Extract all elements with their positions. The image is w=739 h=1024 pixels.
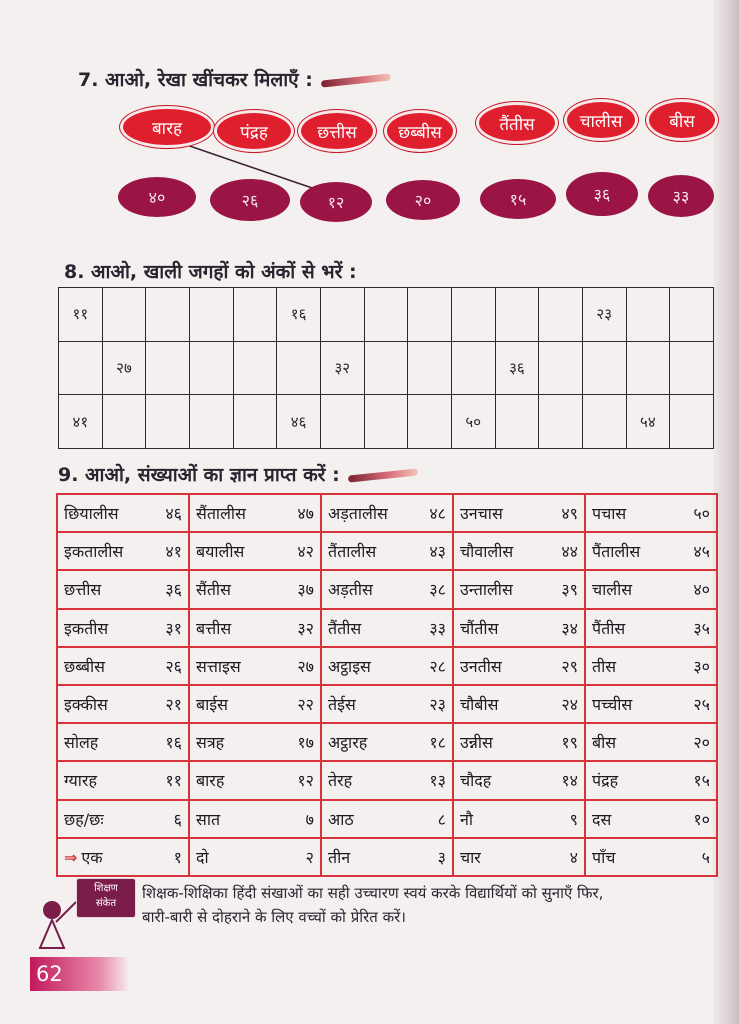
table-cell xyxy=(189,570,321,608)
number-digit: ४२ xyxy=(297,542,314,562)
number-digit: १० xyxy=(693,809,710,829)
section-7-title: 7. आओ, रेखा खींचकर मिलाएँ : xyxy=(78,66,391,92)
word-oval-6[interactable]: चालीस xyxy=(564,99,638,141)
grid-cell[interactable]: १६ xyxy=(277,288,321,342)
table-cell xyxy=(453,838,585,876)
word-oval-1[interactable]: बारह xyxy=(120,106,214,148)
table-cell xyxy=(189,685,321,723)
table-cell xyxy=(585,723,717,761)
number-word: तैंतालीस xyxy=(328,542,377,562)
number-word: बीस xyxy=(592,733,617,753)
table-cell xyxy=(585,800,717,838)
table-cell xyxy=(57,761,189,799)
table-cell xyxy=(453,723,585,761)
number-oval-1[interactable]: ४० xyxy=(118,177,196,217)
table-row xyxy=(57,494,717,532)
number-word: उनतीस xyxy=(460,656,502,676)
number-word: अड़तीस xyxy=(328,580,373,600)
grid-cell[interactable] xyxy=(408,395,452,449)
grid-cell[interactable]: ४६ xyxy=(277,395,321,449)
number-oval-3[interactable]: १२ xyxy=(300,182,372,222)
number-digit: ९ xyxy=(569,809,578,829)
grid-cell[interactable] xyxy=(364,395,408,449)
number-word: सात xyxy=(196,809,221,829)
number-word: बारह xyxy=(196,771,225,791)
number-word: सत्ताइस xyxy=(196,656,241,676)
number-digit: २७ xyxy=(297,656,314,676)
table-cell xyxy=(321,723,453,761)
grid-cell[interactable]: ४१ xyxy=(59,395,103,449)
number-oval-7[interactable]: ३३ xyxy=(648,175,714,217)
number-digit: ५ xyxy=(701,847,710,867)
grid-cell[interactable] xyxy=(670,395,714,449)
grid-cell[interactable] xyxy=(59,341,103,395)
number-digit: १८ xyxy=(429,733,446,753)
number-digit: २२ xyxy=(297,695,314,715)
number-word: उनचास xyxy=(460,504,503,524)
table-cell xyxy=(189,609,321,647)
table-cell xyxy=(321,761,453,799)
table-cell xyxy=(57,685,189,723)
number-word: चौवालीस xyxy=(460,542,514,562)
grid-cell[interactable]: ११ xyxy=(59,288,103,342)
number-digit: २६ xyxy=(165,656,182,676)
word-oval-2[interactable]: पंद्रह xyxy=(214,110,294,152)
arrow-icon: ⇒ xyxy=(64,847,78,867)
table-cell xyxy=(57,838,189,876)
table-cell xyxy=(585,647,717,685)
number-oval-5[interactable]: १५ xyxy=(480,179,556,219)
pencil-icon xyxy=(321,73,391,87)
table-cell xyxy=(189,838,321,876)
grid-cell[interactable] xyxy=(495,288,539,342)
grid-cell[interactable]: ५४ xyxy=(626,395,670,449)
number-digit: ३१ xyxy=(165,618,182,638)
number-word: आठ xyxy=(328,809,354,829)
number-word: उन्नीस xyxy=(460,733,493,753)
number-word: ग्यारह xyxy=(64,771,97,791)
grid-cell[interactable] xyxy=(539,341,583,395)
number-word: एक xyxy=(81,847,103,867)
number-digit: १५ xyxy=(693,771,710,791)
number-word: पचास xyxy=(592,504,627,524)
number-digit: ४३ xyxy=(429,542,446,562)
grid-cell[interactable] xyxy=(233,288,277,342)
number-digit: २९ xyxy=(561,656,578,676)
number-digit: १२ xyxy=(297,771,314,791)
grid-cell[interactable] xyxy=(364,341,408,395)
table-cell xyxy=(321,685,453,723)
number-oval-4[interactable]: २० xyxy=(386,180,460,220)
table-cell xyxy=(453,761,585,799)
number-word: चार xyxy=(460,847,481,867)
table-row xyxy=(57,647,717,685)
table-cell xyxy=(585,609,717,647)
table-cell xyxy=(585,761,717,799)
grid-cell[interactable] xyxy=(670,288,714,342)
table-row xyxy=(57,685,717,723)
grid-row xyxy=(59,288,714,342)
number-digit: ११ xyxy=(165,771,182,791)
number-word: तीस xyxy=(592,656,617,676)
word-oval-4[interactable]: छब्बीस xyxy=(384,110,456,152)
table-cell xyxy=(453,532,585,570)
number-word: बत्तीस xyxy=(196,618,232,638)
table-cell xyxy=(57,609,189,647)
table-cell xyxy=(321,570,453,608)
number-oval-6[interactable]: ३६ xyxy=(566,172,638,216)
grid-row xyxy=(59,395,714,449)
grid-cell[interactable] xyxy=(233,341,277,395)
number-digit: ३८ xyxy=(429,580,446,600)
number-digit: १३ xyxy=(429,771,446,791)
number-digit: ६ xyxy=(173,809,182,829)
fill-blank-grid xyxy=(58,287,714,449)
table-cell xyxy=(57,570,189,608)
table-cell xyxy=(453,570,585,608)
word-oval-3[interactable]: छत्तीस xyxy=(298,110,376,152)
number-word: बाईस xyxy=(196,695,228,715)
number-digit: १४ xyxy=(561,771,578,791)
number-digit: २१ xyxy=(165,695,182,715)
number-word: पैंतीस xyxy=(592,618,626,638)
number-word: सैंतीस xyxy=(196,580,231,600)
number-names-table xyxy=(56,493,718,877)
table-cell xyxy=(321,800,453,838)
number-word: चौदह xyxy=(460,771,492,791)
grid-cell[interactable] xyxy=(451,288,495,342)
table-cell xyxy=(189,494,321,532)
table-row xyxy=(57,723,717,761)
table-cell xyxy=(585,685,717,723)
grid-cell[interactable] xyxy=(146,288,190,342)
grid-cell[interactable]: ३६ xyxy=(495,341,539,395)
number-word: तैंतीस xyxy=(328,618,362,638)
number-word: छब्बीस xyxy=(64,656,105,676)
word-oval-5[interactable]: तैंतीस xyxy=(476,102,558,144)
number-word: चालीस xyxy=(592,580,633,600)
number-digit: ३७ xyxy=(297,580,314,600)
number-digit: २४ xyxy=(561,695,578,715)
grid-cell[interactable] xyxy=(582,341,626,395)
number-word: चौंतीस xyxy=(460,618,499,638)
number-digit: २० xyxy=(693,733,710,753)
grid-cell[interactable] xyxy=(408,341,452,395)
number-oval-2[interactable]: २६ xyxy=(210,179,290,221)
number-digit: १६ xyxy=(165,733,182,753)
number-word: इकतीस xyxy=(64,618,109,638)
number-word: पंद्रह xyxy=(592,771,619,791)
number-digit: १९ xyxy=(561,733,578,753)
number-word: चौबीस xyxy=(460,695,499,715)
number-word: पच्चीस xyxy=(592,695,633,715)
grid-cell[interactable] xyxy=(451,341,495,395)
number-word: सैंतालीस xyxy=(196,504,246,524)
grid-cell[interactable] xyxy=(189,395,233,449)
grid-cell[interactable] xyxy=(189,341,233,395)
number-digit: ३४ xyxy=(561,618,578,638)
number-digit: ४१ xyxy=(165,542,182,562)
grid-row xyxy=(59,341,714,395)
table-row xyxy=(57,838,717,876)
table-cell xyxy=(57,532,189,570)
table-cell xyxy=(189,723,321,761)
grid-cell[interactable]: २३ xyxy=(582,288,626,342)
number-word: पाँच xyxy=(592,847,616,867)
number-digit: २८ xyxy=(429,656,446,676)
number-digit: ३३ xyxy=(429,618,446,638)
number-word: दो xyxy=(196,847,209,867)
table-cell xyxy=(453,800,585,838)
table-cell xyxy=(585,532,717,570)
grid-cell[interactable] xyxy=(146,395,190,449)
number-digit: ४६ xyxy=(165,504,182,524)
number-word: नौ xyxy=(460,809,474,829)
grid-cell[interactable] xyxy=(626,288,670,342)
grid-cell[interactable] xyxy=(539,288,583,342)
number-digit: २५ xyxy=(693,695,710,715)
table-cell xyxy=(321,838,453,876)
grid-cell[interactable] xyxy=(582,395,626,449)
grid-cell[interactable] xyxy=(102,395,146,449)
number-word: उन्तालीस xyxy=(460,580,513,600)
number-digit: १७ xyxy=(297,733,314,753)
table-cell xyxy=(57,494,189,532)
table-row xyxy=(57,532,717,570)
table-cell xyxy=(189,761,321,799)
grid-cell[interactable]: ५० xyxy=(451,395,495,449)
table-cell xyxy=(189,800,321,838)
table-cell xyxy=(321,532,453,570)
table-cell xyxy=(453,685,585,723)
number-digit: ५० xyxy=(693,504,710,524)
number-digit: ४४ xyxy=(561,542,578,562)
number-digit: ४९ xyxy=(561,504,578,524)
number-word: पैंतालीस xyxy=(592,542,641,562)
number-word: तेईस xyxy=(328,695,356,715)
number-word: अट्ठारह xyxy=(328,733,368,753)
number-word: तेरह xyxy=(328,771,353,791)
grid-cell[interactable] xyxy=(539,395,583,449)
number-word: सोलह xyxy=(64,733,99,753)
table-cell xyxy=(453,647,585,685)
table-cell xyxy=(321,609,453,647)
table-cell xyxy=(57,723,189,761)
table-row xyxy=(57,570,717,608)
grid-cell[interactable] xyxy=(277,341,321,395)
grid-cell[interactable] xyxy=(320,288,364,342)
number-word: तीन xyxy=(328,847,351,867)
table-cell xyxy=(453,609,585,647)
grid-cell[interactable] xyxy=(408,288,452,342)
grid-cell[interactable] xyxy=(495,395,539,449)
table-cell xyxy=(321,647,453,685)
number-word: छह/छः xyxy=(64,809,104,829)
table-row xyxy=(57,609,717,647)
pencil-icon xyxy=(347,468,417,482)
number-word: इक्कीस xyxy=(64,695,108,715)
number-word: इकतालीस xyxy=(64,542,124,562)
grid-cell[interactable] xyxy=(626,341,670,395)
grid-cell[interactable] xyxy=(146,341,190,395)
note-line-2: बारी-बारी से दोहराने के लिए वच्चों को प्रेरित करें। xyxy=(142,908,406,926)
grid-cell[interactable] xyxy=(102,288,146,342)
number-word: अट्ठाइस xyxy=(328,656,371,676)
number-word: दस xyxy=(592,809,612,829)
note-line-1: शिक्षक-शिक्षिका हिंदी संखाओं का सही उच्चारण स्वयं करके विद्यार्थियों को सुनाएँ फिर, xyxy=(142,884,604,902)
section-8-title: 8. आओ, खाली जगहों को अंकों से भरें : xyxy=(64,261,357,283)
table-row xyxy=(57,761,717,799)
grid-cell[interactable] xyxy=(670,341,714,395)
grid-cell[interactable] xyxy=(364,288,408,342)
number-digit: ४८ xyxy=(429,504,446,524)
teaching-hint-badge: शिक्षण संकेत xyxy=(76,878,136,918)
table-row xyxy=(57,800,717,838)
number-digit: ३९ xyxy=(561,580,578,600)
number-digit: २ xyxy=(305,847,314,867)
section-9-title: 9. आओ, संख्याओं का ज्ञान प्राप्त करें : xyxy=(58,461,418,487)
number-digit: ४५ xyxy=(693,542,710,562)
grid-cell[interactable]: २७ xyxy=(102,341,146,395)
table-cell xyxy=(321,494,453,532)
word-oval-7[interactable]: बीस xyxy=(646,99,718,141)
table-cell xyxy=(453,494,585,532)
page-number: 62 xyxy=(30,957,130,991)
table-cell xyxy=(189,647,321,685)
number-digit: ७ xyxy=(305,809,314,829)
number-digit: ३ xyxy=(437,847,446,867)
number-digit: ३० xyxy=(693,656,710,676)
number-digit: ४० xyxy=(693,580,710,600)
number-word: सत्रह xyxy=(196,733,225,753)
number-word: बयालीस xyxy=(196,542,245,562)
number-word: छियालीस xyxy=(64,504,119,524)
table-cell xyxy=(57,647,189,685)
table-cell xyxy=(585,570,717,608)
number-digit: ३६ xyxy=(165,580,182,600)
number-digit: ४७ xyxy=(297,504,314,524)
grid-cell[interactable]: ३२ xyxy=(320,341,364,395)
number-digit: ४ xyxy=(569,847,578,867)
number-digit: १ xyxy=(173,847,182,867)
grid-cell[interactable] xyxy=(320,395,364,449)
number-digit: ३५ xyxy=(693,618,710,638)
grid-cell[interactable] xyxy=(189,288,233,342)
table-cell xyxy=(189,532,321,570)
number-digit: २३ xyxy=(429,695,446,715)
number-digit: ३२ xyxy=(297,618,314,638)
number-digit: ८ xyxy=(437,809,446,829)
table-cell xyxy=(585,494,717,532)
table-cell xyxy=(57,800,189,838)
number-word: अड़तालीस xyxy=(328,504,388,524)
grid-cell[interactable] xyxy=(233,395,277,449)
number-word: छत्तीस xyxy=(64,580,102,600)
table-cell xyxy=(585,838,717,876)
